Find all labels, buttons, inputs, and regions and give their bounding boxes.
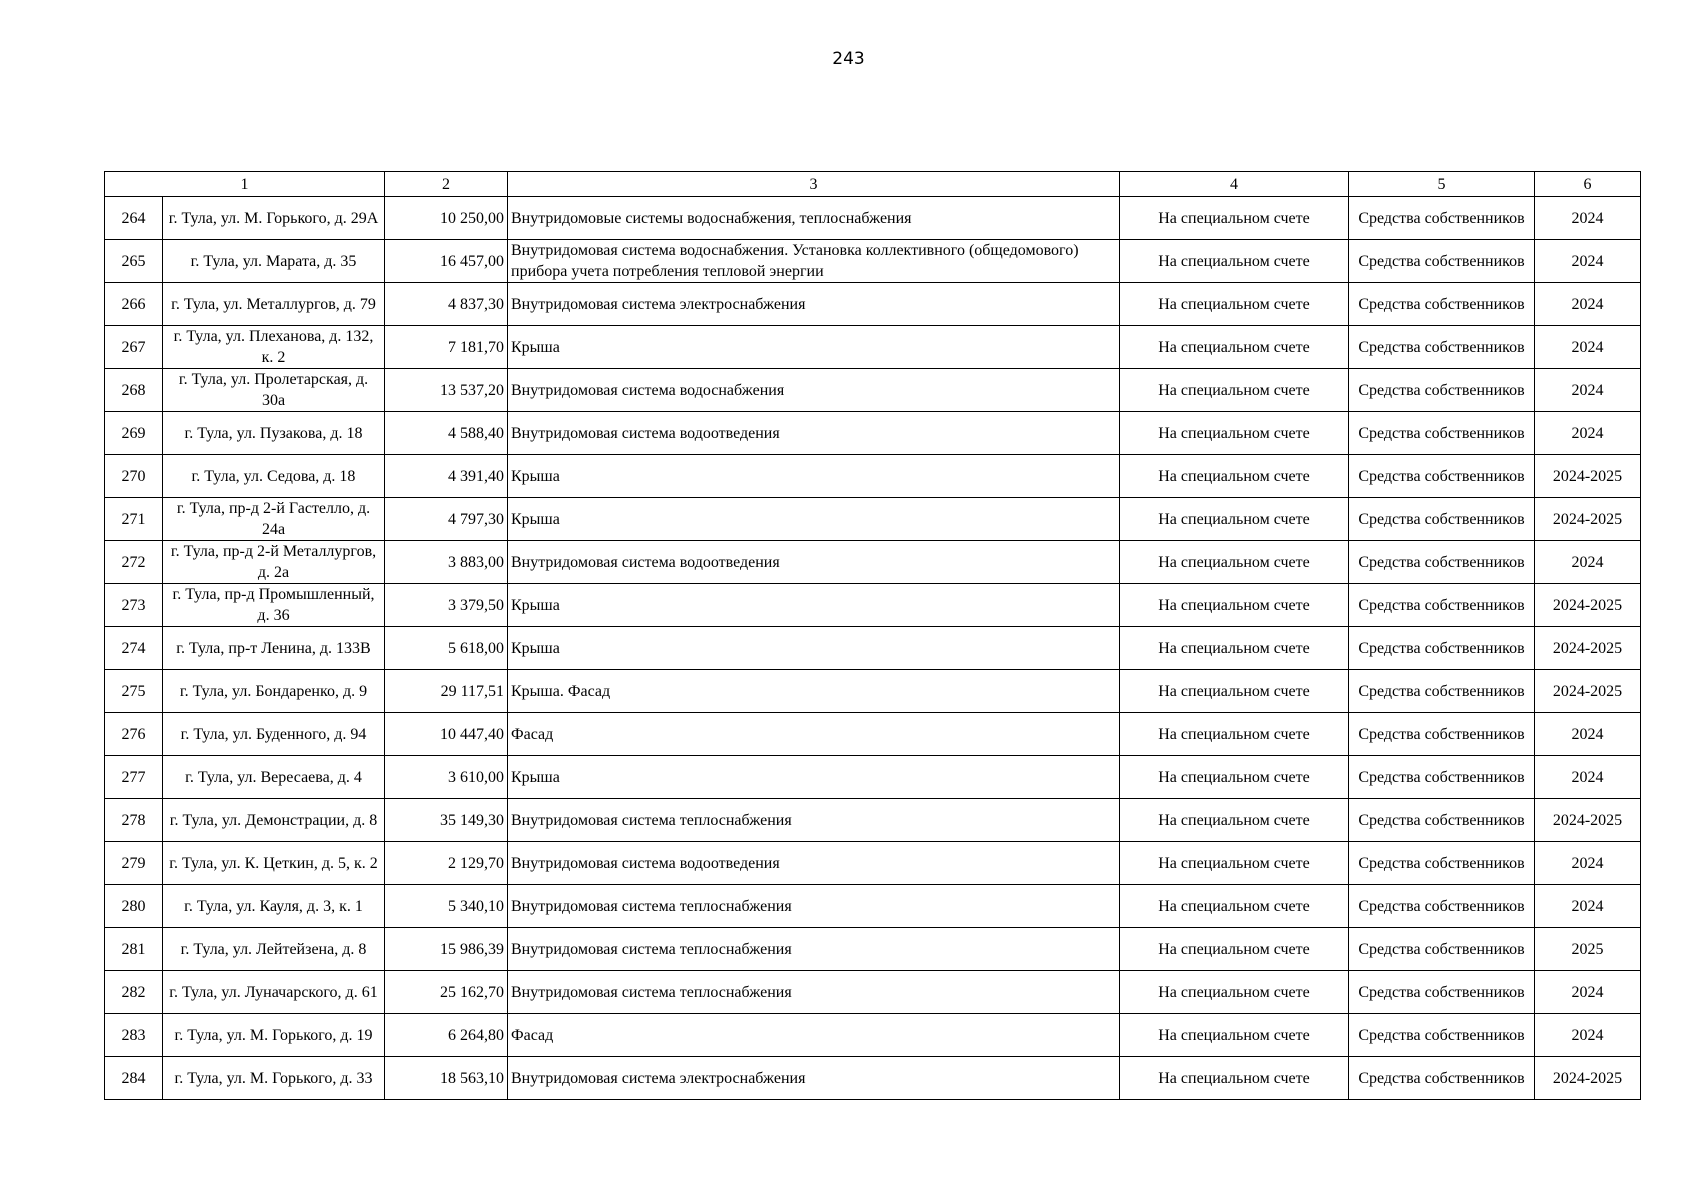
table-row	[105, 1014, 1641, 1057]
row-number: 266	[105, 283, 163, 326]
work-type-cell: Внутридомовая система водоотведения	[508, 842, 1120, 885]
funding-source-cell: Средства собственников	[1349, 842, 1535, 885]
table-header-row	[105, 172, 1641, 197]
funding-method-cell: На специальном счете	[1120, 928, 1349, 971]
funding-method-cell: На специальном счете	[1120, 971, 1349, 1014]
table-row	[105, 498, 1641, 541]
row-number: 281	[105, 928, 163, 971]
table-row	[105, 928, 1641, 971]
funding-method-cell: На специальном счете	[1120, 197, 1349, 240]
period-cell: 2024-2025	[1535, 455, 1641, 498]
table-row	[105, 326, 1641, 369]
row-number: 275	[105, 670, 163, 713]
address-cell: г. Тула, пр-д 2-й Гастелло, д. 24а	[163, 498, 385, 541]
row-number: 272	[105, 541, 163, 584]
funding-method-cell: На специальном счете	[1120, 627, 1349, 670]
funding-source-cell: Средства собственников	[1349, 455, 1535, 498]
funding-source-cell: Средства собственников	[1349, 928, 1535, 971]
funding-source-cell: Средства собственников	[1349, 498, 1535, 541]
funding-source-cell: Средства собственников	[1349, 240, 1535, 283]
funding-source-cell: Средства собственников	[1349, 627, 1535, 670]
address-cell: г. Тула, пр-д Промышленный, д. 36	[163, 584, 385, 627]
row-number: 270	[105, 455, 163, 498]
amount-cell: 3 610,00	[385, 756, 508, 799]
period-cell: 2024-2025	[1535, 799, 1641, 842]
header-col-6: 6	[1535, 172, 1641, 197]
table-row	[105, 455, 1641, 498]
work-type-cell: Внутридомовая система электроснабжения	[508, 283, 1120, 326]
table-row	[105, 541, 1641, 584]
table-row	[105, 412, 1641, 455]
period-cell: 2024	[1535, 1014, 1641, 1057]
amount-cell: 4 391,40	[385, 455, 508, 498]
funding-source-cell: Средства собственников	[1349, 1057, 1535, 1100]
funding-source-cell: Средства собственников	[1349, 799, 1535, 842]
amount-cell: 10 250,00	[385, 197, 508, 240]
address-cell: г. Тула, ул. Луначарского, д. 61	[163, 971, 385, 1014]
period-cell: 2024	[1535, 197, 1641, 240]
table-row	[105, 584, 1641, 627]
table-row	[105, 756, 1641, 799]
address-cell: г. Тула, ул. Пузакова, д. 18	[163, 412, 385, 455]
amount-cell: 35 149,30	[385, 799, 508, 842]
amount-cell: 3 379,50	[385, 584, 508, 627]
period-cell: 2024	[1535, 326, 1641, 369]
address-cell: г. Тула, ул. Вересаева, д. 4	[163, 756, 385, 799]
work-type-cell: Внутридомовая система водоотведения	[508, 541, 1120, 584]
row-number: 269	[105, 412, 163, 455]
row-number: 283	[105, 1014, 163, 1057]
amount-cell: 4 837,30	[385, 283, 508, 326]
work-type-cell: Внутридомовая система водоснабжения	[508, 369, 1120, 412]
funding-method-cell: На специальном счете	[1120, 455, 1349, 498]
address-cell: г. Тула, пр-т Ленина, д. 133В	[163, 627, 385, 670]
row-number: 282	[105, 971, 163, 1014]
work-type-cell: Крыша	[508, 326, 1120, 369]
table-row	[105, 971, 1641, 1014]
work-type-cell: Внутридомовая система электроснабжения	[508, 1057, 1120, 1100]
amount-cell: 10 447,40	[385, 713, 508, 756]
address-cell: г. Тула, ул. Бондаренко, д. 9	[163, 670, 385, 713]
period-cell: 2024-2025	[1535, 670, 1641, 713]
funding-source-cell: Средства собственников	[1349, 713, 1535, 756]
table-row	[105, 670, 1641, 713]
period-cell: 2024-2025	[1535, 1057, 1641, 1100]
header-col-3: 3	[508, 172, 1120, 197]
header-col-5: 5	[1349, 172, 1535, 197]
period-cell: 2024	[1535, 541, 1641, 584]
row-number: 284	[105, 1057, 163, 1100]
period-cell: 2024-2025	[1535, 498, 1641, 541]
work-type-cell: Внутридомовая система теплоснабжения	[508, 799, 1120, 842]
address-cell: г. Тула, ул. К. Цеткин, д. 5, к. 2	[163, 842, 385, 885]
funding-method-cell: На специальном счете	[1120, 885, 1349, 928]
funding-source-cell: Средства собственников	[1349, 326, 1535, 369]
period-cell: 2025	[1535, 928, 1641, 971]
work-type-cell: Фасад	[508, 1014, 1120, 1057]
funding-method-cell: На специальном счете	[1120, 1057, 1349, 1100]
table-row	[105, 1057, 1641, 1100]
funding-method-cell: На специальном счете	[1120, 541, 1349, 584]
page-number: 243	[832, 49, 865, 69]
address-cell: г. Тула, ул. Буденного, д. 94	[163, 713, 385, 756]
amount-cell: 3 883,00	[385, 541, 508, 584]
work-type-cell: Внутридомовая система теплоснабжения	[508, 928, 1120, 971]
funding-method-cell: На специальном счете	[1120, 670, 1349, 713]
period-cell: 2024	[1535, 885, 1641, 928]
address-cell: г. Тула, ул. Металлургов, д. 79	[163, 283, 385, 326]
row-number: 271	[105, 498, 163, 541]
row-number: 279	[105, 842, 163, 885]
table-row	[105, 197, 1641, 240]
period-cell: 2024-2025	[1535, 584, 1641, 627]
funding-method-cell: На специальном счете	[1120, 326, 1349, 369]
funding-method-cell: На специальном счете	[1120, 1014, 1349, 1057]
amount-cell: 5 618,00	[385, 627, 508, 670]
row-number: 265	[105, 240, 163, 283]
funding-source-cell: Средства собственников	[1349, 971, 1535, 1014]
row-number: 278	[105, 799, 163, 842]
address-cell: г. Тула, ул. Пролетарская, д. 30а	[163, 369, 385, 412]
header-col-4: 4	[1120, 172, 1349, 197]
amount-cell: 16 457,00	[385, 240, 508, 283]
amount-cell: 4 588,40	[385, 412, 508, 455]
work-type-cell: Крыша	[508, 756, 1120, 799]
table-row	[105, 369, 1641, 412]
period-cell: 2024-2025	[1535, 627, 1641, 670]
amount-cell: 4 797,30	[385, 498, 508, 541]
row-number: 264	[105, 197, 163, 240]
address-cell: г. Тула, ул. Демонстрации, д. 8	[163, 799, 385, 842]
funding-method-cell: На специальном счете	[1120, 283, 1349, 326]
row-number: 268	[105, 369, 163, 412]
funding-method-cell: На специальном счете	[1120, 412, 1349, 455]
period-cell: 2024	[1535, 756, 1641, 799]
work-type-cell: Внутридомовая система водоотведения	[508, 412, 1120, 455]
amount-cell: 5 340,10	[385, 885, 508, 928]
address-cell: г. Тула, ул. Плеханова, д. 132, к. 2	[163, 326, 385, 369]
funding-method-cell: На специальном счете	[1120, 799, 1349, 842]
row-number: 277	[105, 756, 163, 799]
funding-source-cell: Средства собственников	[1349, 885, 1535, 928]
address-cell: г. Тула, ул. М. Горького, д. 19	[163, 1014, 385, 1057]
address-cell: г. Тула, ул. М. Горького, д. 33	[163, 1057, 385, 1100]
work-type-cell: Фасад	[508, 713, 1120, 756]
row-number: 267	[105, 326, 163, 369]
table-row	[105, 799, 1641, 842]
amount-cell: 2 129,70	[385, 842, 508, 885]
address-cell: г. Тула, ул. М. Горького, д. 29А	[163, 197, 385, 240]
address-cell: г. Тула, ул. Кауля, д. 3, к. 1	[163, 885, 385, 928]
table-row	[105, 240, 1641, 283]
funding-method-cell: На специальном счете	[1120, 584, 1349, 627]
table-row	[105, 627, 1641, 670]
address-cell: г. Тула, пр-д 2-й Металлургов, д. 2а	[163, 541, 385, 584]
table-row	[105, 713, 1641, 756]
amount-cell: 7 181,70	[385, 326, 508, 369]
header-col-2: 2	[385, 172, 508, 197]
funding-source-cell: Средства собственников	[1349, 541, 1535, 584]
funding-source-cell: Средства собственников	[1349, 1014, 1535, 1057]
amount-cell: 13 537,20	[385, 369, 508, 412]
address-cell: г. Тула, ул. Марата, д. 35	[163, 240, 385, 283]
address-cell: г. Тула, ул. Лейтейзена, д. 8	[163, 928, 385, 971]
funding-method-cell: На специальном счете	[1120, 756, 1349, 799]
funding-method-cell: На специальном счете	[1120, 713, 1349, 756]
amount-cell: 15 986,39	[385, 928, 508, 971]
funding-method-cell: На специальном счете	[1120, 498, 1349, 541]
period-cell: 2024	[1535, 842, 1641, 885]
works-table	[104, 171, 1641, 1100]
work-type-cell: Крыша	[508, 584, 1120, 627]
row-number: 274	[105, 627, 163, 670]
work-type-cell: Внутридомовая система водоснабжения. Установка коллективного (общедомового) прибора учета потребления тепловой энергии	[508, 240, 1120, 283]
funding-method-cell: На специальном счете	[1120, 369, 1349, 412]
table-row	[105, 842, 1641, 885]
amount-cell: 25 162,70	[385, 971, 508, 1014]
work-type-cell: Крыша	[508, 627, 1120, 670]
table-row	[105, 283, 1641, 326]
table-row	[105, 885, 1641, 928]
funding-source-cell: Средства собственников	[1349, 756, 1535, 799]
period-cell: 2024	[1535, 369, 1641, 412]
funding-source-cell: Средства собственников	[1349, 283, 1535, 326]
funding-source-cell: Средства собственников	[1349, 369, 1535, 412]
amount-cell: 18 563,10	[385, 1057, 508, 1100]
period-cell: 2024	[1535, 713, 1641, 756]
funding-source-cell: Средства собственников	[1349, 412, 1535, 455]
amount-cell: 6 264,80	[385, 1014, 508, 1057]
row-number: 273	[105, 584, 163, 627]
row-number: 276	[105, 713, 163, 756]
funding-method-cell: На специальном счете	[1120, 240, 1349, 283]
period-cell: 2024	[1535, 412, 1641, 455]
funding-source-cell: Средства собственников	[1349, 670, 1535, 713]
work-type-cell: Крыша	[508, 498, 1120, 541]
period-cell: 2024	[1535, 283, 1641, 326]
row-number: 280	[105, 885, 163, 928]
header-col-1: 1	[105, 172, 385, 197]
period-cell: 2024	[1535, 971, 1641, 1014]
work-type-cell: Внутридомовая система теплоснабжения	[508, 885, 1120, 928]
funding-source-cell: Средства собственников	[1349, 197, 1535, 240]
work-type-cell: Внутридомовые системы водоснабжения, теплоснабжения	[508, 197, 1120, 240]
address-cell: г. Тула, ул. Седова, д. 18	[163, 455, 385, 498]
work-type-cell: Крыша	[508, 455, 1120, 498]
work-type-cell: Внутридомовая система теплоснабжения	[508, 971, 1120, 1014]
period-cell: 2024	[1535, 240, 1641, 283]
amount-cell: 29 117,51	[385, 670, 508, 713]
funding-method-cell: На специальном счете	[1120, 842, 1349, 885]
funding-source-cell: Средства собственников	[1349, 584, 1535, 627]
work-type-cell: Крыша. Фасад	[508, 670, 1120, 713]
